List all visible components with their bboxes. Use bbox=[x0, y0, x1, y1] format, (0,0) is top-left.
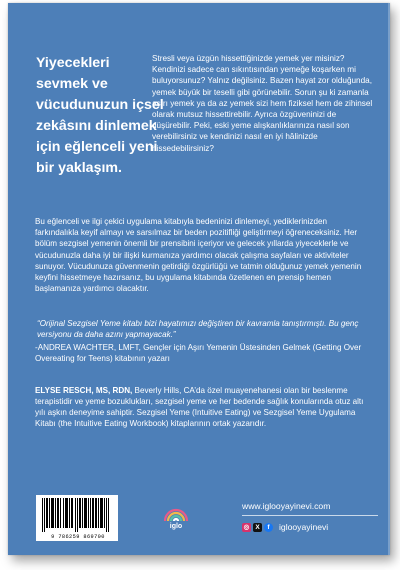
barcode-bars-icon bbox=[42, 498, 112, 532]
publisher-logo bbox=[163, 497, 189, 539]
publisher-logo-label: iglo bbox=[169, 523, 183, 530]
back-cover bbox=[8, 3, 390, 555]
author-name: ELYSE RESCH, MS, RDN, bbox=[35, 386, 133, 395]
igloo-logo-icon bbox=[163, 497, 189, 523]
barcode bbox=[36, 495, 118, 541]
endorsement-quote: “Orijinal Sezgisel Yeme kitabı bizi hayatımızı değiştiren bir kavramla tanıştırmıştı. Bu genç versiyonu da daha azını yapmayacak.” bbox=[37, 319, 359, 339]
endorsement-author: -ANDREA WACHTER, LMFT, Gençler için Aşırı Yemenin Üstesinden Gelmek (Getting Over Overeating for Teens) kitabının yazarı bbox=[35, 343, 362, 363]
description-paragraph: Bu eğlenceli ve ilgi çekici uygulama kitabıyla bedeninizi dinlemeyi, yediklerinizden farkındalıkla keyif almayı ve sarsılmaz bir beden pozitifliği geliştirmeyi öğreneceksiniz. Her bölüm sezgisel yemenin önemli bir prensibini içeriyor ve gelecek yıllarda yiyeceklerle ve vücudunuzla daha iyi bir ilişki kurmanıza yardımcı olacak çalışma sayfaları ve aktiviteler sunuyor. Vücudunuza güvenmenin getirdiği özgürlüğü ve tatmin olduğunuz yemek yemenin keyfini hissetmeye hazırsanız, bu uygulama kitabında özetlenen en prensip hemen başlamanıza yardımcı olacaktır. bbox=[35, 217, 362, 294]
author-bio bbox=[35, 385, 371, 429]
author-bio-text: Beverly Hills, CA’da özel muayenehanesi olan bir beslenme terapistidir ve yeme bozuklukları, sezgisel yeme ve her bedende sağlık konularında otuz altı yılı aşkın deneyime sahiptir. Sezgisel Yeme (Intuitive Eating) ve Sezgisel Yeme Uygulama Kitabı (the Intuitive Eating Workbook) kitaplarının ortak yazarıdır. bbox=[35, 386, 364, 429]
social-links bbox=[242, 521, 328, 533]
intro-paragraph: Stresli veya üzgün hissettiğinizde yemek yer misiniz? Kendinizi sadece can sıkıntısından yemeğe koşarken mi buluyorsunuz? Yalnız değilsiniz. Bazen hayat zor olduğunda, yemek büyük bir teselli gibi görünebilir. Sorun şu ki zamanla aşırı yemek ya da az yemek sizi hem fiziksel hem de zihinsel olarak mutsuz hissettirebilir. Ayrıca özgüveninizi de düşürebilir. Peki, eski yeme alışkanlıklarınıza nasıl son verebilirsiniz ve kendinizi nasıl en iyi hâlinizde hissedebilirsiniz? bbox=[152, 54, 373, 153]
social-handle: iglooyayinevi bbox=[279, 522, 329, 532]
facebook-icon: f bbox=[264, 523, 273, 532]
tagline: Yiyecekleri sevmek ve vücudunuzun içsel zekâsını dinlemek için eğlenceli yeni bir yaklaşım. bbox=[36, 55, 164, 176]
x-icon: X bbox=[253, 523, 262, 532]
instagram-icon: ◎ bbox=[243, 523, 250, 531]
isbn-number: 9 786259 869700 bbox=[51, 534, 105, 540]
publisher-website: www.iglooyayinevi.com bbox=[242, 501, 378, 516]
